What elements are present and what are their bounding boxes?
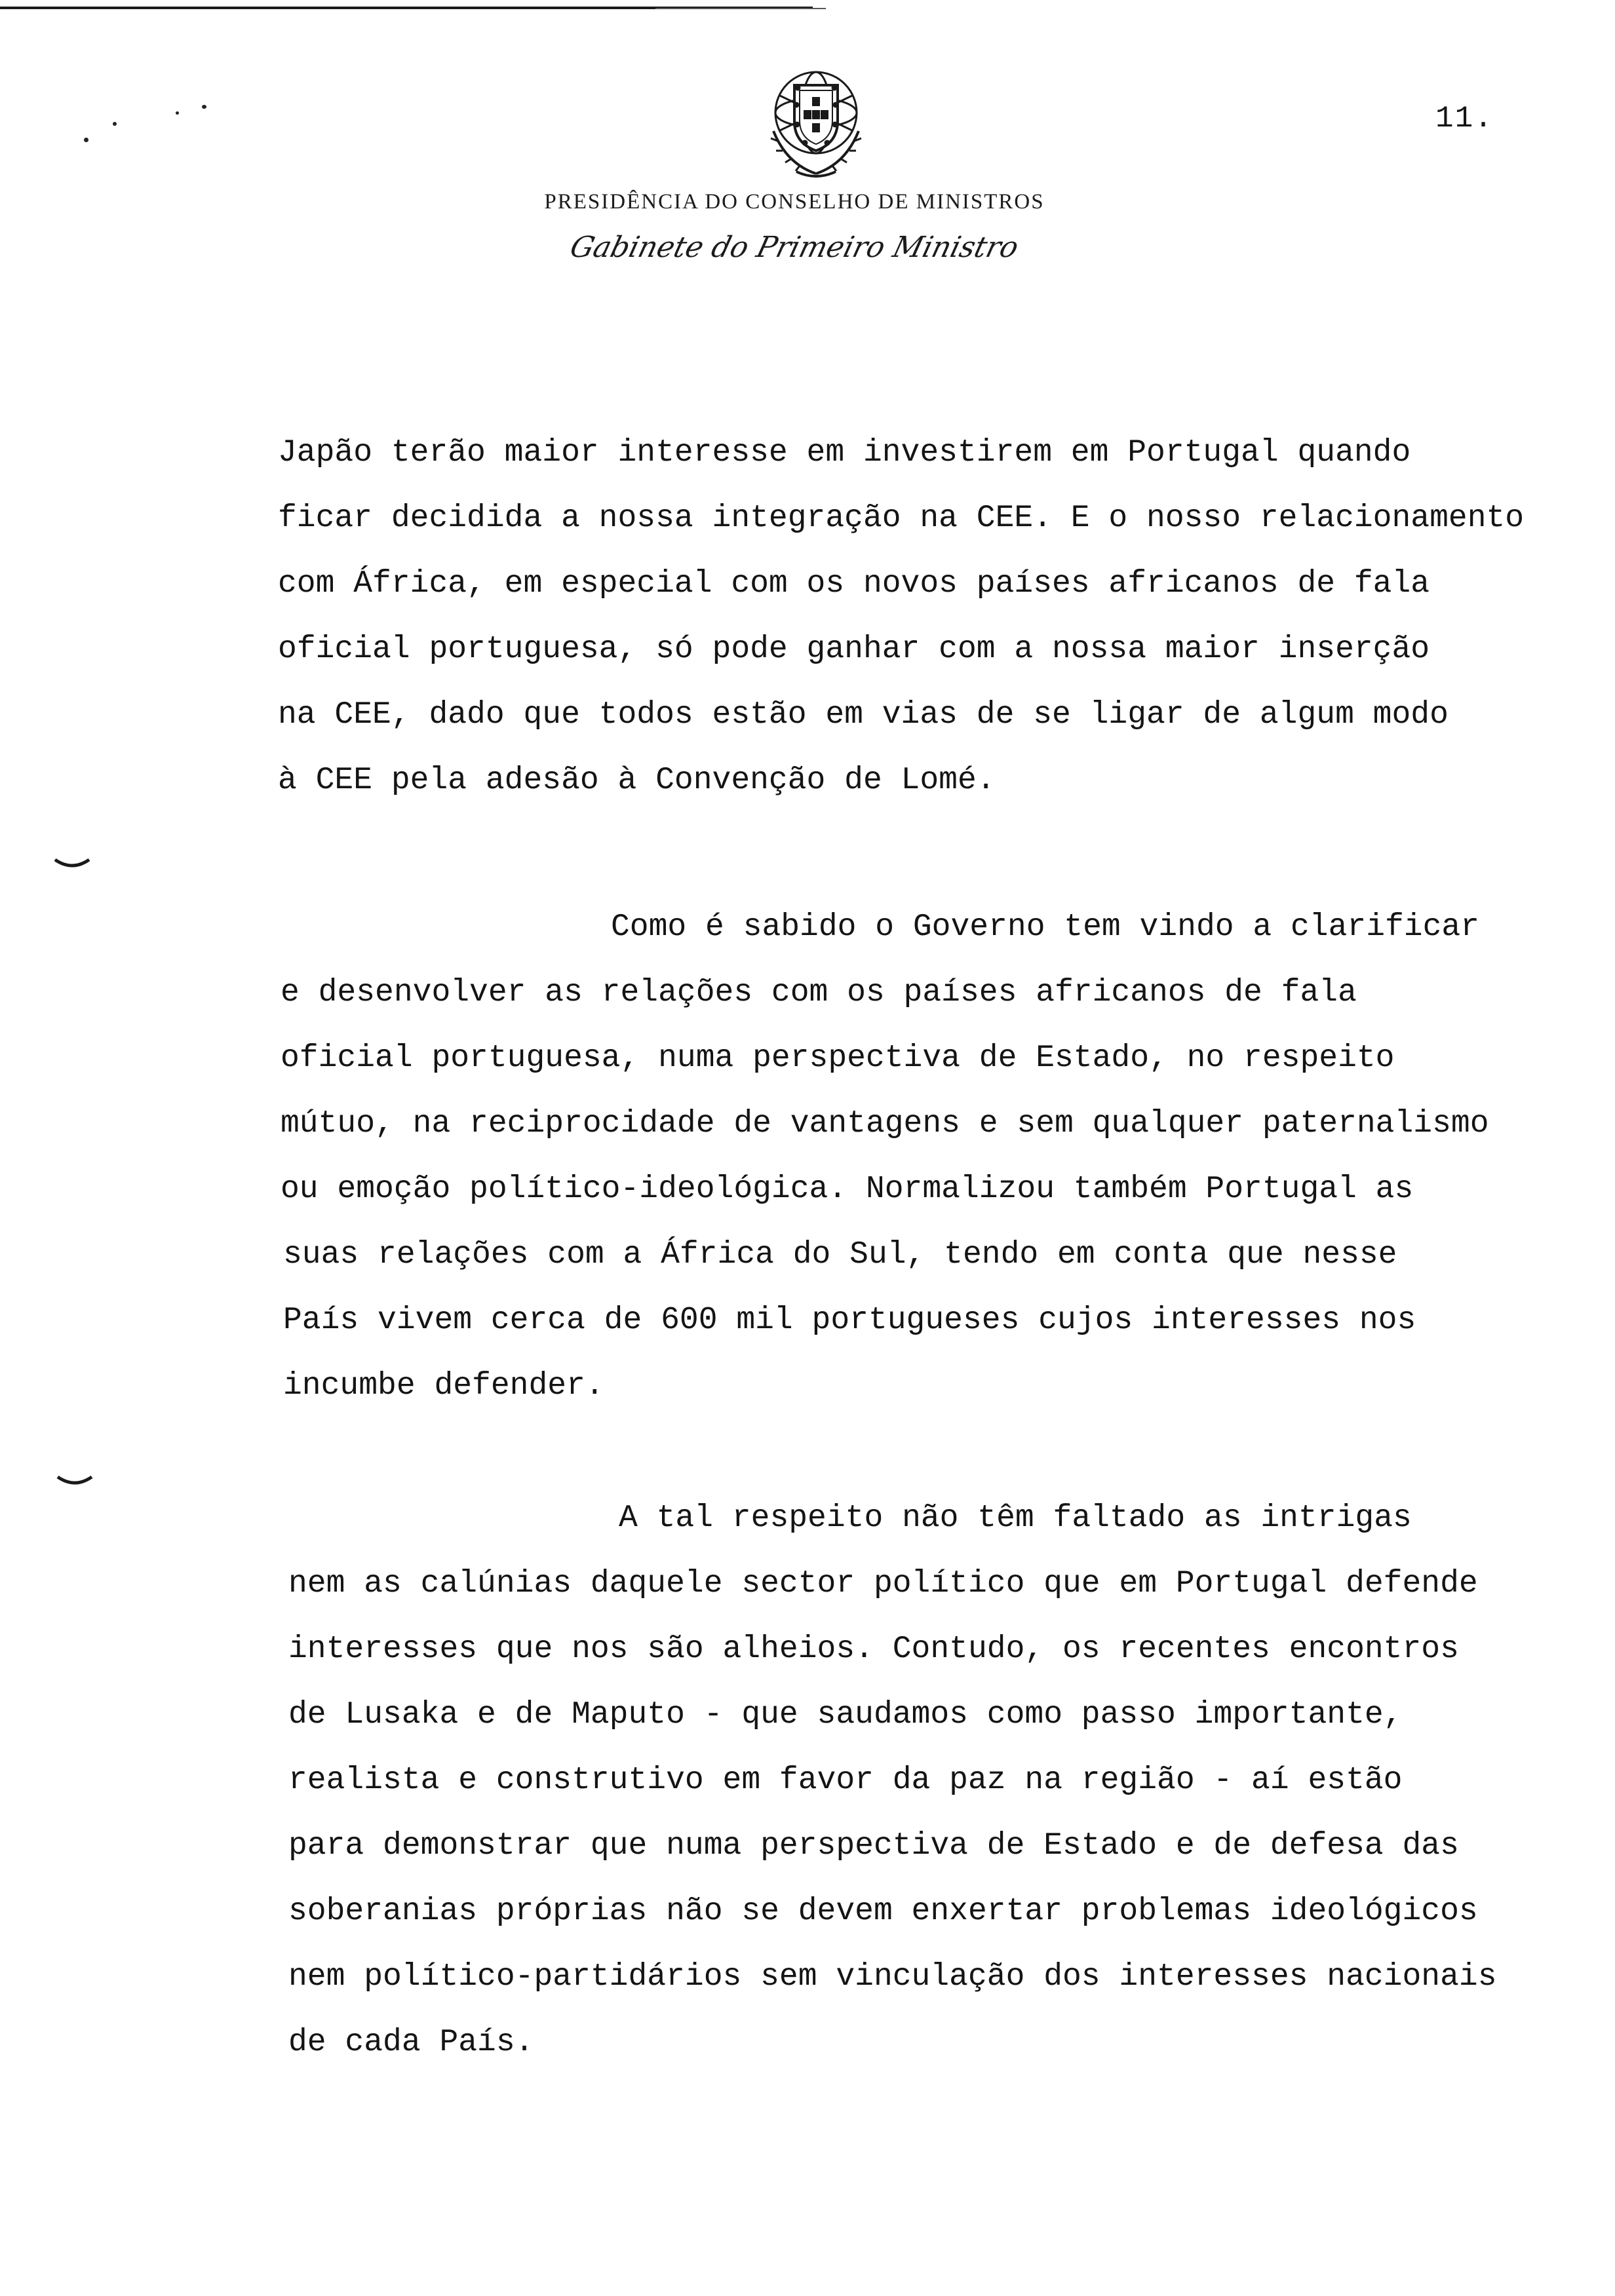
margin-mark <box>54 857 90 870</box>
office-name: Gabinete do Primeiro Ministro <box>566 231 1022 264</box>
text-line: soberanias próprias não se devem enxertar problemas ideológicos <box>288 1894 1478 1929</box>
scan-speck <box>202 105 206 109</box>
coat-of-arms-emblem <box>760 59 872 183</box>
text-line: incumbe defender. <box>283 1368 604 1404</box>
institution-name: PRESIDÊNCIA DO CONSELHO DE MINISTROS <box>544 190 1045 214</box>
text-line: nem político-partidários sem vinculação dos interesses nacionais <box>288 1959 1497 1995</box>
letterhead-office <box>0 231 1615 264</box>
text-line: oficial portuguesa, numa perspectiva de Estado, no respeito <box>281 1041 1395 1076</box>
scan-speck <box>113 122 117 126</box>
text-line: mútuo, na reciprocidade de vantagens e sem qualquer paternalismo <box>281 1106 1489 1141</box>
text-line: oficial portuguesa, só pode ganhar com a nossa maior inserção <box>278 632 1430 667</box>
text-line: na CEE, dado que todos estão em vias de se ligar de algum modo <box>278 697 1449 733</box>
top-border-rule-thin <box>655 8 826 9</box>
page-number: 11. <box>1435 102 1494 136</box>
text-line: A tal respeito não têm faltado as intrigas <box>619 1501 1412 1536</box>
scan-speck <box>176 111 179 115</box>
text-line: para demonstrar que numa perspectiva de Estado e de defesa das <box>288 1828 1459 1864</box>
text-line: e desenvolver as relações com os países africanos de fala <box>281 975 1357 1010</box>
letterhead-institution <box>0 190 1615 214</box>
text-line: com África, em especial com os novos países africanos de fala <box>278 566 1430 602</box>
text-line: Como é sabido o Governo tem vindo a clarificar <box>611 909 1480 945</box>
text-line: realista e construtivo em favor da paz na região - aí estão <box>288 1763 1403 1798</box>
text-line: ficar decidida a nossa integração na CEE. E o nosso relacionamento <box>278 501 1525 536</box>
text-line: de Lusaka e de Maputo - que saudamos como passo importante, <box>288 1697 1403 1732</box>
text-line: interesses que nos são alheios. Contudo, os recentes encontros <box>288 1632 1459 1667</box>
text-line: nem as calúnias daquele sector político que em Portugal defende <box>288 1566 1478 1601</box>
text-line: de cada País. <box>288 2025 534 2060</box>
text-line: suas relações com a África do Sul, tendo em conta que nesse <box>283 1237 1397 1272</box>
text-line: à CEE pela adesão à Convenção de Lomé. <box>278 763 996 798</box>
margin-mark <box>56 1474 93 1487</box>
text-line: Japão terão maior interesse em investirem em Portugal quando <box>278 435 1411 470</box>
text-line: País vivem cerca de 600 mil portugueses cujos interesses nos <box>283 1303 1416 1338</box>
text-line: ou emoção político-ideológica. Normalizou também Portugal as <box>281 1172 1414 1207</box>
scan-speck <box>84 138 88 142</box>
